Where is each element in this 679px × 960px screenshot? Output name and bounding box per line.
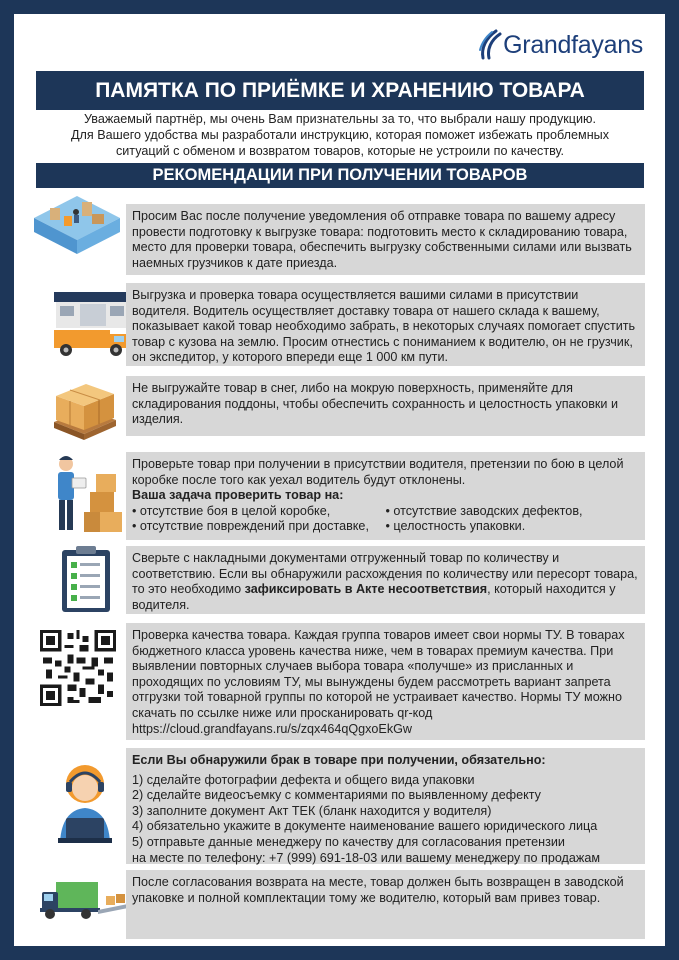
block-text: Проверьте товар при получении в присутствии водителя, претензии по бою в целой коробке после того как уехал водитель будут отклонены. bbox=[132, 457, 624, 487]
step-item: 4) обязательно укажите в документе наименование вашего юридического лица bbox=[132, 819, 598, 834]
instruction-block bbox=[126, 452, 645, 540]
step-item: 1) сделайте фотографии дефекта и общего вида упаковки bbox=[132, 772, 475, 787]
intro-line: ситуаций с обменом и возвратом товаров, которые не устроили по качеству. bbox=[115, 144, 565, 158]
step-item: 3) заполните документ Акт ТЕК (бланк находится у водителя) bbox=[132, 803, 492, 818]
truck-icon bbox=[50, 288, 134, 360]
intro-text bbox=[36, 111, 644, 159]
check-item: • отсутствие повреждений при доставке, bbox=[132, 519, 369, 534]
block-text: Проверка качества товара. Каждая группа товаров имеет свои нормы ТУ. В товарах бюджетного класса уровень качества ниже, чем в товарах премиум качества. При выявлении повторных случаев выбора товара «получше» из присланных и проходящих по условиям ТУ, мы вынуждены будем рассмотреть вариант запрета отгрузки той товарной группы по которой не устраивает качество. Нормы ТУ можно скачать по ссылке ниже или просканировать qr-код bbox=[132, 628, 625, 720]
checklist-icon bbox=[58, 544, 114, 614]
instruction-block bbox=[126, 623, 645, 740]
instruction-block bbox=[126, 546, 645, 614]
section-title: РЕКОМЕНДАЦИИ ПРИ ПОЛУЧЕНИИ ТОВАРОВ bbox=[36, 163, 644, 188]
instruction-block bbox=[126, 283, 645, 366]
instruction-block bbox=[126, 748, 645, 864]
brand-mark-icon bbox=[478, 28, 502, 62]
checks-row bbox=[132, 504, 639, 520]
intro-line: Уважаемый партнёр, мы очень Вам признательны за то, что выбрали нашу продукцию. bbox=[83, 112, 597, 126]
block-text: Выгрузка и проверка товара осуществляется вашими силами в присутствии водителя. Водитель осуществляет доставку товара от нашего склада к вашему, показывает какой товар необходимо забрать, в некоторых случаях помогает спустить товар с кузова на землю. Просим отнестись с пониманием к водителю, он не грузчик, он экспедитор, у которого впереди еще 1 000 км пути. bbox=[132, 288, 636, 365]
task-heading: Ваша задача проверить товар на: bbox=[132, 488, 344, 503]
block-text: Сверьте с накладными документами отгруженный товар по количеству и соответствию. Если вы обнаружили расхождения по количеству или пересорт товара, то это необходимо зафиксировать в Акте несоответствия, который находится у водителя. bbox=[132, 551, 638, 612]
step-item: 5) отправьте данные менеджеру по качеству для согласования претензии bbox=[132, 834, 565, 849]
check-item: • отсутствие боя в целой коробке, bbox=[132, 503, 331, 518]
delivery-truck-icon bbox=[36, 876, 132, 926]
checks-row bbox=[132, 519, 639, 535]
memo-sheet bbox=[14, 14, 665, 946]
block-text: Не выгружайте товар в снег, либо на мокрую поверхность, применяйте для складирования поддоны, чтобы обеспечить сохранность и целостность упаковки и изделия. bbox=[132, 381, 618, 427]
block-text: Просим Вас после получение уведомления об отправке товара по вашему адресу провести подготовку к выгрузке товара: подготовить место к складированию товара, место для проверки товара, обеспечить выгрузку собственными силами или вызвать наемных грузчиков к дате приезда. bbox=[132, 209, 632, 270]
block-text: После согласования возврата на месте, товар должен быть возвращен в заводской упаковке и полной комплектации тому же водителю, который вам привез товар. bbox=[132, 875, 624, 905]
instruction-block bbox=[126, 376, 645, 436]
check-item: • отсутствие заводских дефектов, bbox=[385, 503, 583, 518]
step-item: 2) сделайте видеосъемку с комментариями по выявленному дефекту bbox=[132, 788, 541, 803]
instruction-block bbox=[126, 204, 645, 275]
intro-line: Для Вашего удобства мы разработали инструкцию, которая поможет избежать проблемных bbox=[71, 128, 609, 142]
instruction-block bbox=[126, 870, 645, 939]
block-heading: Если Вы обнаружили брак в товаре при получении, обязательно: bbox=[132, 753, 546, 767]
check-item: • целостность упаковки. bbox=[385, 519, 526, 534]
brand-name: Grandfayans bbox=[503, 30, 643, 59]
brand-logo bbox=[478, 28, 643, 62]
page-title: ПАМЯТКА ПО ПРИЁМКЕ И ХРАНЕНИЮ ТОВАРА bbox=[36, 71, 644, 110]
operator-icon bbox=[54, 758, 116, 844]
tu-download-link[interactable]: https://cloud.grandfayans.ru/s/zqx464qQgxoEkGw bbox=[132, 721, 413, 736]
warehouse-icon bbox=[32, 192, 122, 256]
worker-boxes-icon bbox=[44, 452, 128, 538]
qr-code-icon[interactable] bbox=[40, 630, 116, 706]
step-item: на месте по телефону: +7 (999) 691-18-03 или вашему менеджеру по продажам bbox=[132, 850, 600, 865]
pallet-boxes-icon bbox=[44, 376, 124, 442]
